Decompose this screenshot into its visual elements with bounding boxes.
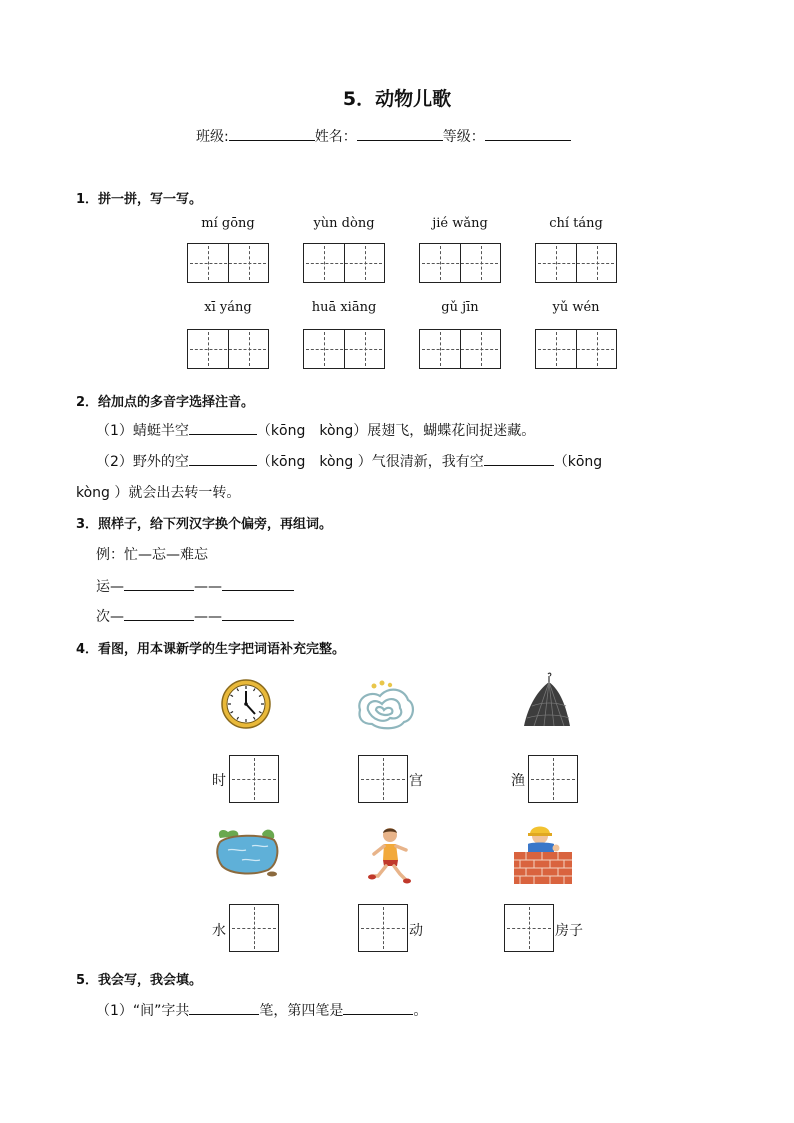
- pinyin-7: gǔ jīn: [441, 300, 479, 315]
- q4-heading: 4．看图，用本课新学的生字把词语补充完整。: [76, 642, 346, 657]
- fishing-net-icon: [520, 670, 574, 732]
- q5-heading: 5．我会写，我会填。: [76, 973, 203, 988]
- q2-line-3: kòng ）就会出去转一转。: [76, 485, 241, 501]
- q4-box-2[interactable]: [358, 755, 408, 803]
- q3-blank-4[interactable]: [222, 606, 294, 621]
- q3-blank-2[interactable]: [222, 576, 294, 591]
- q1-heading: 1．拼一拼，写一写。: [76, 192, 203, 207]
- clock-icon: [220, 676, 272, 732]
- pinyin-6: huā xiāng: [311, 300, 377, 315]
- writing-grid-4[interactable]: [535, 243, 617, 283]
- q3-row-2: 次— ——: [96, 606, 294, 626]
- q5-blank-2[interactable]: [343, 1000, 413, 1015]
- writing-grid-5[interactable]: [187, 329, 269, 369]
- page-title: 5．动物儿歌: [342, 88, 452, 110]
- pinyin-2: yùn dòng: [313, 216, 375, 231]
- class-blank[interactable]: [229, 126, 315, 141]
- q2-heading: 2．给加点的多音字选择注音。: [76, 395, 255, 410]
- q3-row-1: 运— ——: [96, 576, 294, 596]
- q4-label-5: 动: [409, 923, 423, 939]
- q2-blank-2[interactable]: [189, 451, 257, 466]
- q4-label-3: 渔: [511, 773, 525, 789]
- q4-label-4: 水: [212, 923, 226, 939]
- pinyin-5: xī yáng: [204, 300, 252, 315]
- pinyin-1: mí gōng: [201, 216, 255, 231]
- running-boy-icon: [366, 826, 414, 886]
- header-line: [196, 126, 571, 146]
- class-label: 班级:: [196, 129, 229, 145]
- q2-blank-1[interactable]: [189, 420, 257, 435]
- grade-label: 等级：: [442, 129, 485, 145]
- q4-box-4[interactable]: [229, 904, 279, 952]
- q2-line-2: （2）野外的空 （kōng kòng ）气很清新，我有空 （kōng: [96, 451, 602, 471]
- writing-grid-3[interactable]: [419, 243, 501, 283]
- q4-label-6: 房子: [555, 923, 583, 939]
- maze-icon: [354, 680, 418, 732]
- builder-wall-icon: [512, 822, 574, 886]
- q3-example: 例：忙—忘—难忘: [96, 547, 208, 563]
- q4-label-1: 时: [212, 773, 226, 789]
- q5-blank-1[interactable]: [189, 1000, 259, 1015]
- pinyin-4: chí táng: [549, 216, 603, 231]
- name-label: 姓名：: [314, 129, 357, 145]
- q4-box-1[interactable]: [229, 755, 279, 803]
- writing-grid-7[interactable]: [419, 329, 501, 369]
- writing-grid-2[interactable]: [303, 243, 385, 283]
- q2-blank-3[interactable]: [484, 451, 554, 466]
- q4-box-5[interactable]: [358, 904, 408, 952]
- q2-line-1: （1）蜻蜓半空 （kōng kòng）展翅飞，蝴蝶花间捉迷藏。: [96, 420, 535, 440]
- grade-blank[interactable]: [485, 126, 571, 141]
- pinyin-8: yǔ wén: [552, 300, 600, 315]
- pond-icon: [214, 826, 280, 880]
- pinyin-3: jié wǎng: [432, 216, 488, 231]
- q3-blank-3[interactable]: [124, 606, 194, 621]
- q4-box-6[interactable]: [504, 904, 554, 952]
- writing-grid-6[interactable]: [303, 329, 385, 369]
- q3-blank-1[interactable]: [124, 576, 194, 591]
- writing-grid-1[interactable]: [187, 243, 269, 283]
- q4-label-2: 宫: [409, 773, 423, 789]
- name-blank[interactable]: [357, 126, 443, 141]
- q3-heading: 3．照样子，给下列汉字换个偏旁，再组词。: [76, 517, 333, 532]
- writing-grid-8[interactable]: [535, 329, 617, 369]
- q4-box-3[interactable]: [528, 755, 578, 803]
- q5-line-1: （1）“间”字共 笔，第四笔是 。: [96, 1000, 427, 1020]
